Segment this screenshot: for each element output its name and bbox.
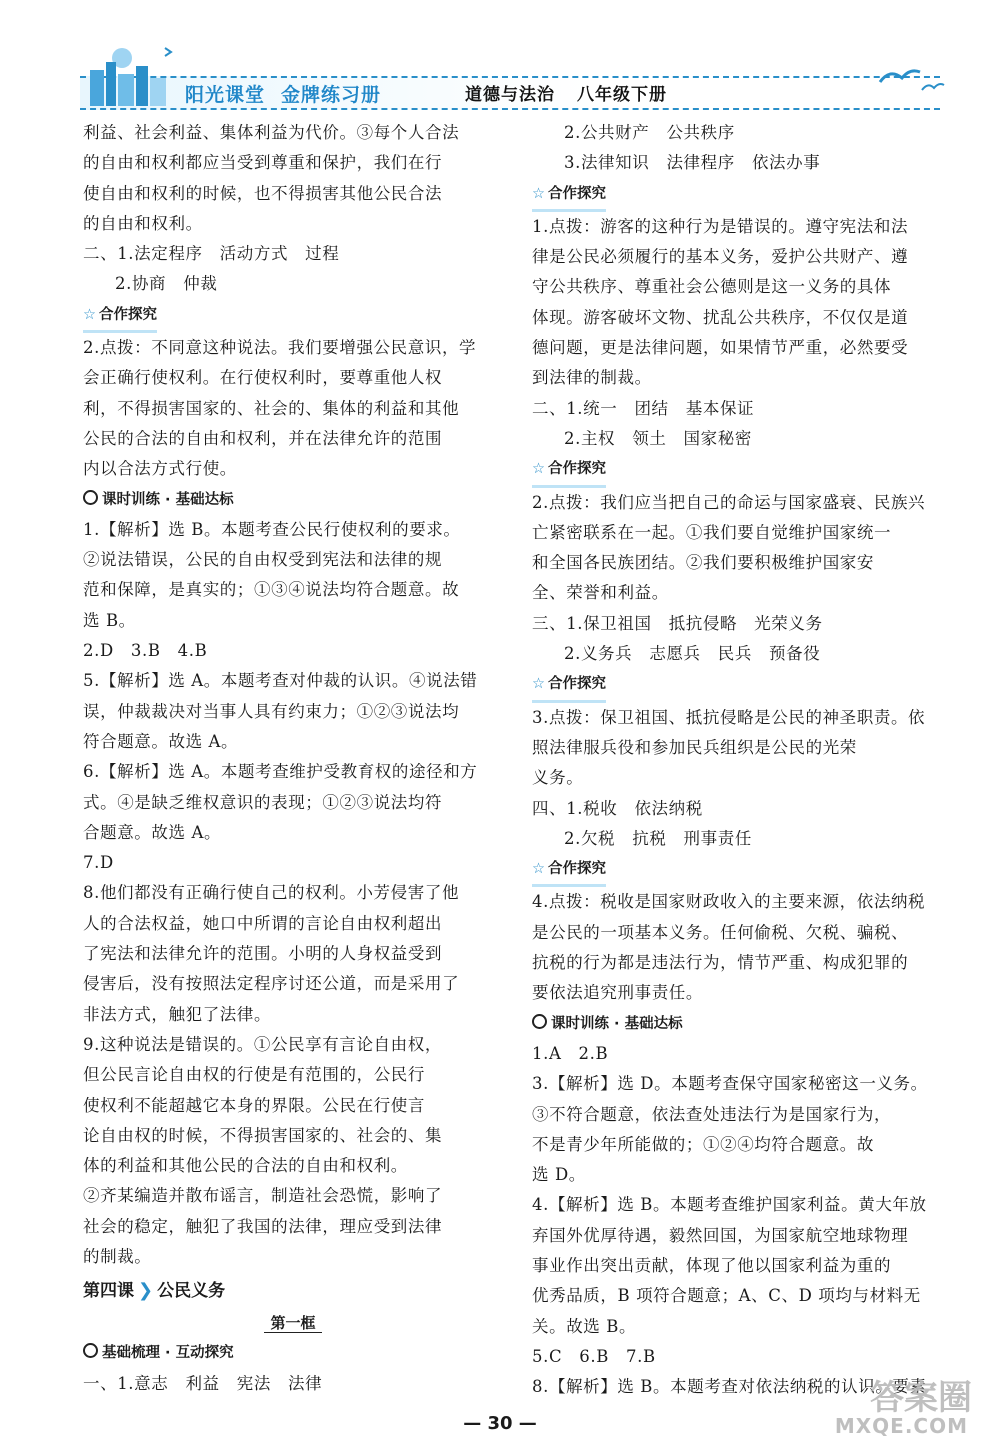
right-text-line: 2.公共财产 公共秩序 bbox=[564, 123, 735, 142]
left-text-line: 2.协商 仲裁 bbox=[115, 274, 218, 294]
left-text-line: 合题意。故选 A。 bbox=[83, 822, 222, 842]
left-column bbox=[83, 118, 503, 1399]
star-icon: ☆ bbox=[83, 306, 96, 323]
right-text-line: 体现。游客破坏文物、扰乱公共秩序，不仅仅是道 bbox=[532, 307, 909, 327]
star-icon: ☆ bbox=[532, 861, 545, 878]
left-text-line: 利益、社会利益、集体利益为代价。③每个人合法 bbox=[83, 123, 460, 142]
left-text-line: 5.【解析】选 A。本题考查对仲裁的认识。④说法错 bbox=[83, 671, 478, 691]
right-text-line: 要依法追究刑事责任。 bbox=[532, 983, 703, 1003]
left-text-line: 8.他们都没有正确行使自己的权利。小芳侵害了他 bbox=[83, 883, 460, 903]
right-text-line: 二、1.统一 团结 基本保证 bbox=[532, 398, 755, 418]
left-text-line: 选 B。 bbox=[83, 610, 136, 630]
left-text-line: ②说法错误，公民的自由权受到宪法和法律的规 bbox=[83, 550, 443, 570]
right-text-line: 2.义务兵 志愿兵 民兵 预备役 bbox=[564, 644, 821, 664]
left-text-line: 社会的稳定，触犯了我国的法律，理应受到法律 bbox=[83, 1216, 443, 1236]
right-text-line: 三、1.保卫祖国 抵抗侵略 光荣义务 bbox=[532, 613, 823, 633]
right-text-line: 守公共秩序、尊重社会公德则是这一义务的具体 bbox=[532, 277, 892, 297]
right-text-line: 德问题，更是法律问题，如果情节严重，必然要受 bbox=[532, 338, 909, 358]
spiral-icon bbox=[83, 490, 98, 505]
brand-name-1: 阳光课堂 bbox=[185, 84, 266, 106]
section-heading-text: 合作探究 bbox=[548, 461, 606, 478]
left-text-line: 人的合法权益，她口中所谓的言论自由权利超出 bbox=[83, 913, 443, 933]
subject-title bbox=[465, 80, 689, 105]
watermark-text: 答案圈 bbox=[870, 1378, 972, 1418]
city-skyline-logo-icon bbox=[70, 40, 190, 110]
right-text-line: 和全国各民族团结。②我们要积极维护国家安 bbox=[532, 553, 874, 573]
spiral-icon bbox=[83, 1343, 98, 1358]
left-text-line: 7.D bbox=[83, 853, 114, 873]
right-text-line: 4.点拨：税收是国家财政收入的主要来源，依法纳税 bbox=[532, 892, 926, 912]
left-text-line: 公民的合法的自由和权利，并在法律允许的范围 bbox=[83, 428, 443, 448]
left-text-line: 会正确行使权利。在行使权利时，要尊重他人权 bbox=[83, 368, 443, 388]
section-heading-text: 合作探究 bbox=[548, 185, 606, 202]
left-text-line: 的自由和权利都应当受到尊重和保护，我们在行 bbox=[83, 153, 443, 173]
star-icon: ☆ bbox=[532, 185, 545, 202]
left-text-line: 使自由和权利的时候，也不得损害其他公民合法 bbox=[83, 183, 443, 203]
right-text-line: 是公民的一项基本义务。任何偷税、欠税、骗税、 bbox=[532, 922, 909, 942]
right-text-line: 2.点拨：我们应当把自己的命运与国家盛衰、民族兴 bbox=[532, 492, 926, 512]
section-heading-text: 合作探究 bbox=[548, 861, 606, 878]
right-text-line: 3.点拨：保卫祖国、抵抗侵略是公民的神圣职责。依 bbox=[532, 707, 926, 727]
left-text-line: 9.这种说法是错误的。①公民享有言论自由权， bbox=[83, 1034, 442, 1054]
left-text-line: ②齐某编造并散布谣言，制造社会恐慌，影响了 bbox=[83, 1186, 443, 1206]
section-heading-cooperative bbox=[532, 454, 952, 487]
left-text-line: 6.【解析】选 A。本题考查维护受教育权的途径和方 bbox=[83, 762, 478, 782]
left-text-line: 符合题意。故选 A。 bbox=[83, 731, 239, 751]
right-text-line: 8.【解析】选 B。本题考查对依法纳税的认识。要素 bbox=[532, 1377, 927, 1397]
birds-icon bbox=[860, 60, 950, 100]
chevron-right-icon: ❯ bbox=[138, 1280, 154, 1302]
star-icon: ☆ bbox=[532, 461, 545, 478]
right-text-line: 到法律的制裁。 bbox=[532, 368, 652, 388]
right-text-line: 弃国外优厚待遇，毅然回国，为国家航空地球物理 bbox=[532, 1225, 909, 1245]
right-text-line: 全、荣誉和利益。 bbox=[532, 583, 669, 603]
right-text-line: 不是青少年所能做的；①②④均符合题意。故 bbox=[532, 1134, 874, 1154]
section-heading-cooperative bbox=[532, 179, 952, 212]
section-heading-cooperative bbox=[532, 854, 952, 887]
section-heading-text: 基础梳理 · 互动探究 bbox=[102, 1345, 234, 1362]
left-text-line: 误，仲裁裁决对当事人具有约束力；①②③说法均 bbox=[83, 701, 460, 721]
grade-name: 八年级下册 bbox=[577, 85, 667, 105]
watermark bbox=[822, 1370, 972, 1440]
lesson-title: 公民义务 bbox=[157, 1281, 226, 1302]
left-text-line: 二、1.法定程序 活动方式 过程 bbox=[83, 244, 340, 264]
brand-name-2: 金牌练习册 bbox=[281, 84, 382, 106]
right-text-line: 义务。 bbox=[532, 768, 584, 788]
right-text-line: 3.【解析】选 D。本题考查保守国家秘密这一义务。 bbox=[532, 1074, 928, 1094]
right-text-line: 2.欠税 抗税 刑事责任 bbox=[564, 828, 752, 848]
right-text-line: 关。故选 B。 bbox=[532, 1316, 637, 1336]
section-heading-cooperative bbox=[83, 300, 503, 333]
page-header bbox=[70, 40, 950, 110]
left-text-line: 式。④是缺乏维权意识的表现；①②③说法均符 bbox=[83, 792, 443, 812]
left-text-line: 内以合法方式行使。 bbox=[83, 459, 237, 479]
watermark-url: MXQE.COM bbox=[834, 1414, 968, 1438]
right-text-line: 优秀品质，B 项符合题意；A、C、D 项均与材料无 bbox=[532, 1286, 921, 1306]
left-text-line: 1.【解析】选 B。本题考查公民行使权利的要求。 bbox=[83, 519, 461, 539]
section-heading-cooperative bbox=[532, 669, 952, 702]
section-heading-label bbox=[532, 454, 606, 487]
section-heading-label bbox=[83, 300, 157, 333]
right-text-line: 律是公民必须履行的基本义务，爱护公共财产、遵 bbox=[532, 247, 909, 267]
right-text-line: ③不符合题意，依法查处违法行为是国家行为， bbox=[532, 1104, 892, 1124]
left-text-line: 侵害后，没有按照法定程序讨还公道，而是采用了 bbox=[83, 974, 460, 994]
left-text-line: 一、1.意志 利益 宪法 法律 bbox=[83, 1373, 323, 1393]
left-text-line: 2.点拨：不同意这种说法。我们要增强公民意识，学 bbox=[83, 338, 477, 358]
left-text-line: 论自由权的时候，不得损害国家的、社会的、集 bbox=[83, 1125, 443, 1145]
right-text-line: 选 D。 bbox=[532, 1165, 586, 1185]
right-text-line: 4.【解析】选 B。本题考查维护国家利益。黄大年放 bbox=[532, 1195, 927, 1215]
right-text-line: 2.主权 领土 国家秘密 bbox=[564, 428, 752, 448]
left-text-line: 但公民言论自由权的行使是有范围的，公民行 bbox=[83, 1065, 425, 1085]
lesson-heading bbox=[83, 1274, 503, 1308]
right-text-line: 1.点拨：游客的这种行为是错误的。遵守宪法和法 bbox=[532, 216, 909, 236]
section-heading-label bbox=[532, 669, 606, 702]
subject-name: 道德与法治 bbox=[465, 85, 555, 105]
left-text-line: 体的利益和其他公民的合法的自由和权利。 bbox=[83, 1156, 408, 1176]
right-text-line: 四、1.税收 依法纳税 bbox=[532, 798, 703, 818]
left-text-line: 的制裁。 bbox=[83, 1246, 152, 1266]
left-text-line: 了宪法和法律允许的范围。小明的人身权益受到 bbox=[83, 944, 443, 964]
section-heading-training bbox=[532, 1009, 952, 1039]
right-text-line: 事业作出突出贡献，体现了他以国家利益为重的 bbox=[532, 1255, 892, 1275]
section-heading-label bbox=[532, 179, 606, 212]
section-heading-training bbox=[83, 1338, 503, 1368]
section-heading-training bbox=[83, 485, 503, 515]
right-text-line: 亡紧密联系在一起。①我们要自觉维护国家统一 bbox=[532, 522, 892, 542]
right-text-line: 抗税的行为都是违法行为，情节严重、构成犯罪的 bbox=[532, 953, 909, 973]
left-text-line: 的自由和权利。 bbox=[83, 213, 203, 233]
star-icon: ☆ bbox=[532, 676, 545, 693]
left-text-line: 范和保障，是真实的；①③④说法均符合题意。故 bbox=[83, 580, 460, 600]
brand-title bbox=[185, 80, 397, 107]
section-heading-text: 合作探究 bbox=[548, 676, 606, 693]
right-text-line: 1.A 2.B bbox=[532, 1043, 609, 1063]
right-text-line: 照法律服兵役和参加民兵组织是公民的光荣 bbox=[532, 737, 857, 757]
page-number: — 30 — bbox=[463, 1413, 537, 1434]
right-text-line: 3.法律知识 法律程序 依法办事 bbox=[564, 153, 821, 173]
section-heading-text: 课时训练 · 基础达标 bbox=[551, 1015, 683, 1032]
left-text-line: 非法方式，触犯了法律。 bbox=[83, 1004, 272, 1024]
left-text-line: 2.D 3.B 4.B bbox=[83, 641, 208, 661]
left-text-line: 利，不得损害国家的、社会的、集体的利益和其他 bbox=[83, 398, 460, 418]
section-heading-text: 课时训练 · 基础达标 bbox=[102, 491, 234, 508]
frame-title-text: 第一框 bbox=[264, 1314, 321, 1333]
section-heading-text: 合作探究 bbox=[99, 306, 157, 323]
section-heading-label bbox=[532, 854, 606, 887]
spiral-icon bbox=[532, 1014, 547, 1029]
lesson-number: 第四课 bbox=[83, 1281, 134, 1302]
right-column bbox=[532, 118, 952, 1402]
frame-title bbox=[83, 1308, 503, 1338]
left-text-line: 使权利不能超越它本身的界限。公民在行使言 bbox=[83, 1095, 425, 1115]
right-text-line: 5.C 6.B 7.B bbox=[532, 1346, 656, 1366]
